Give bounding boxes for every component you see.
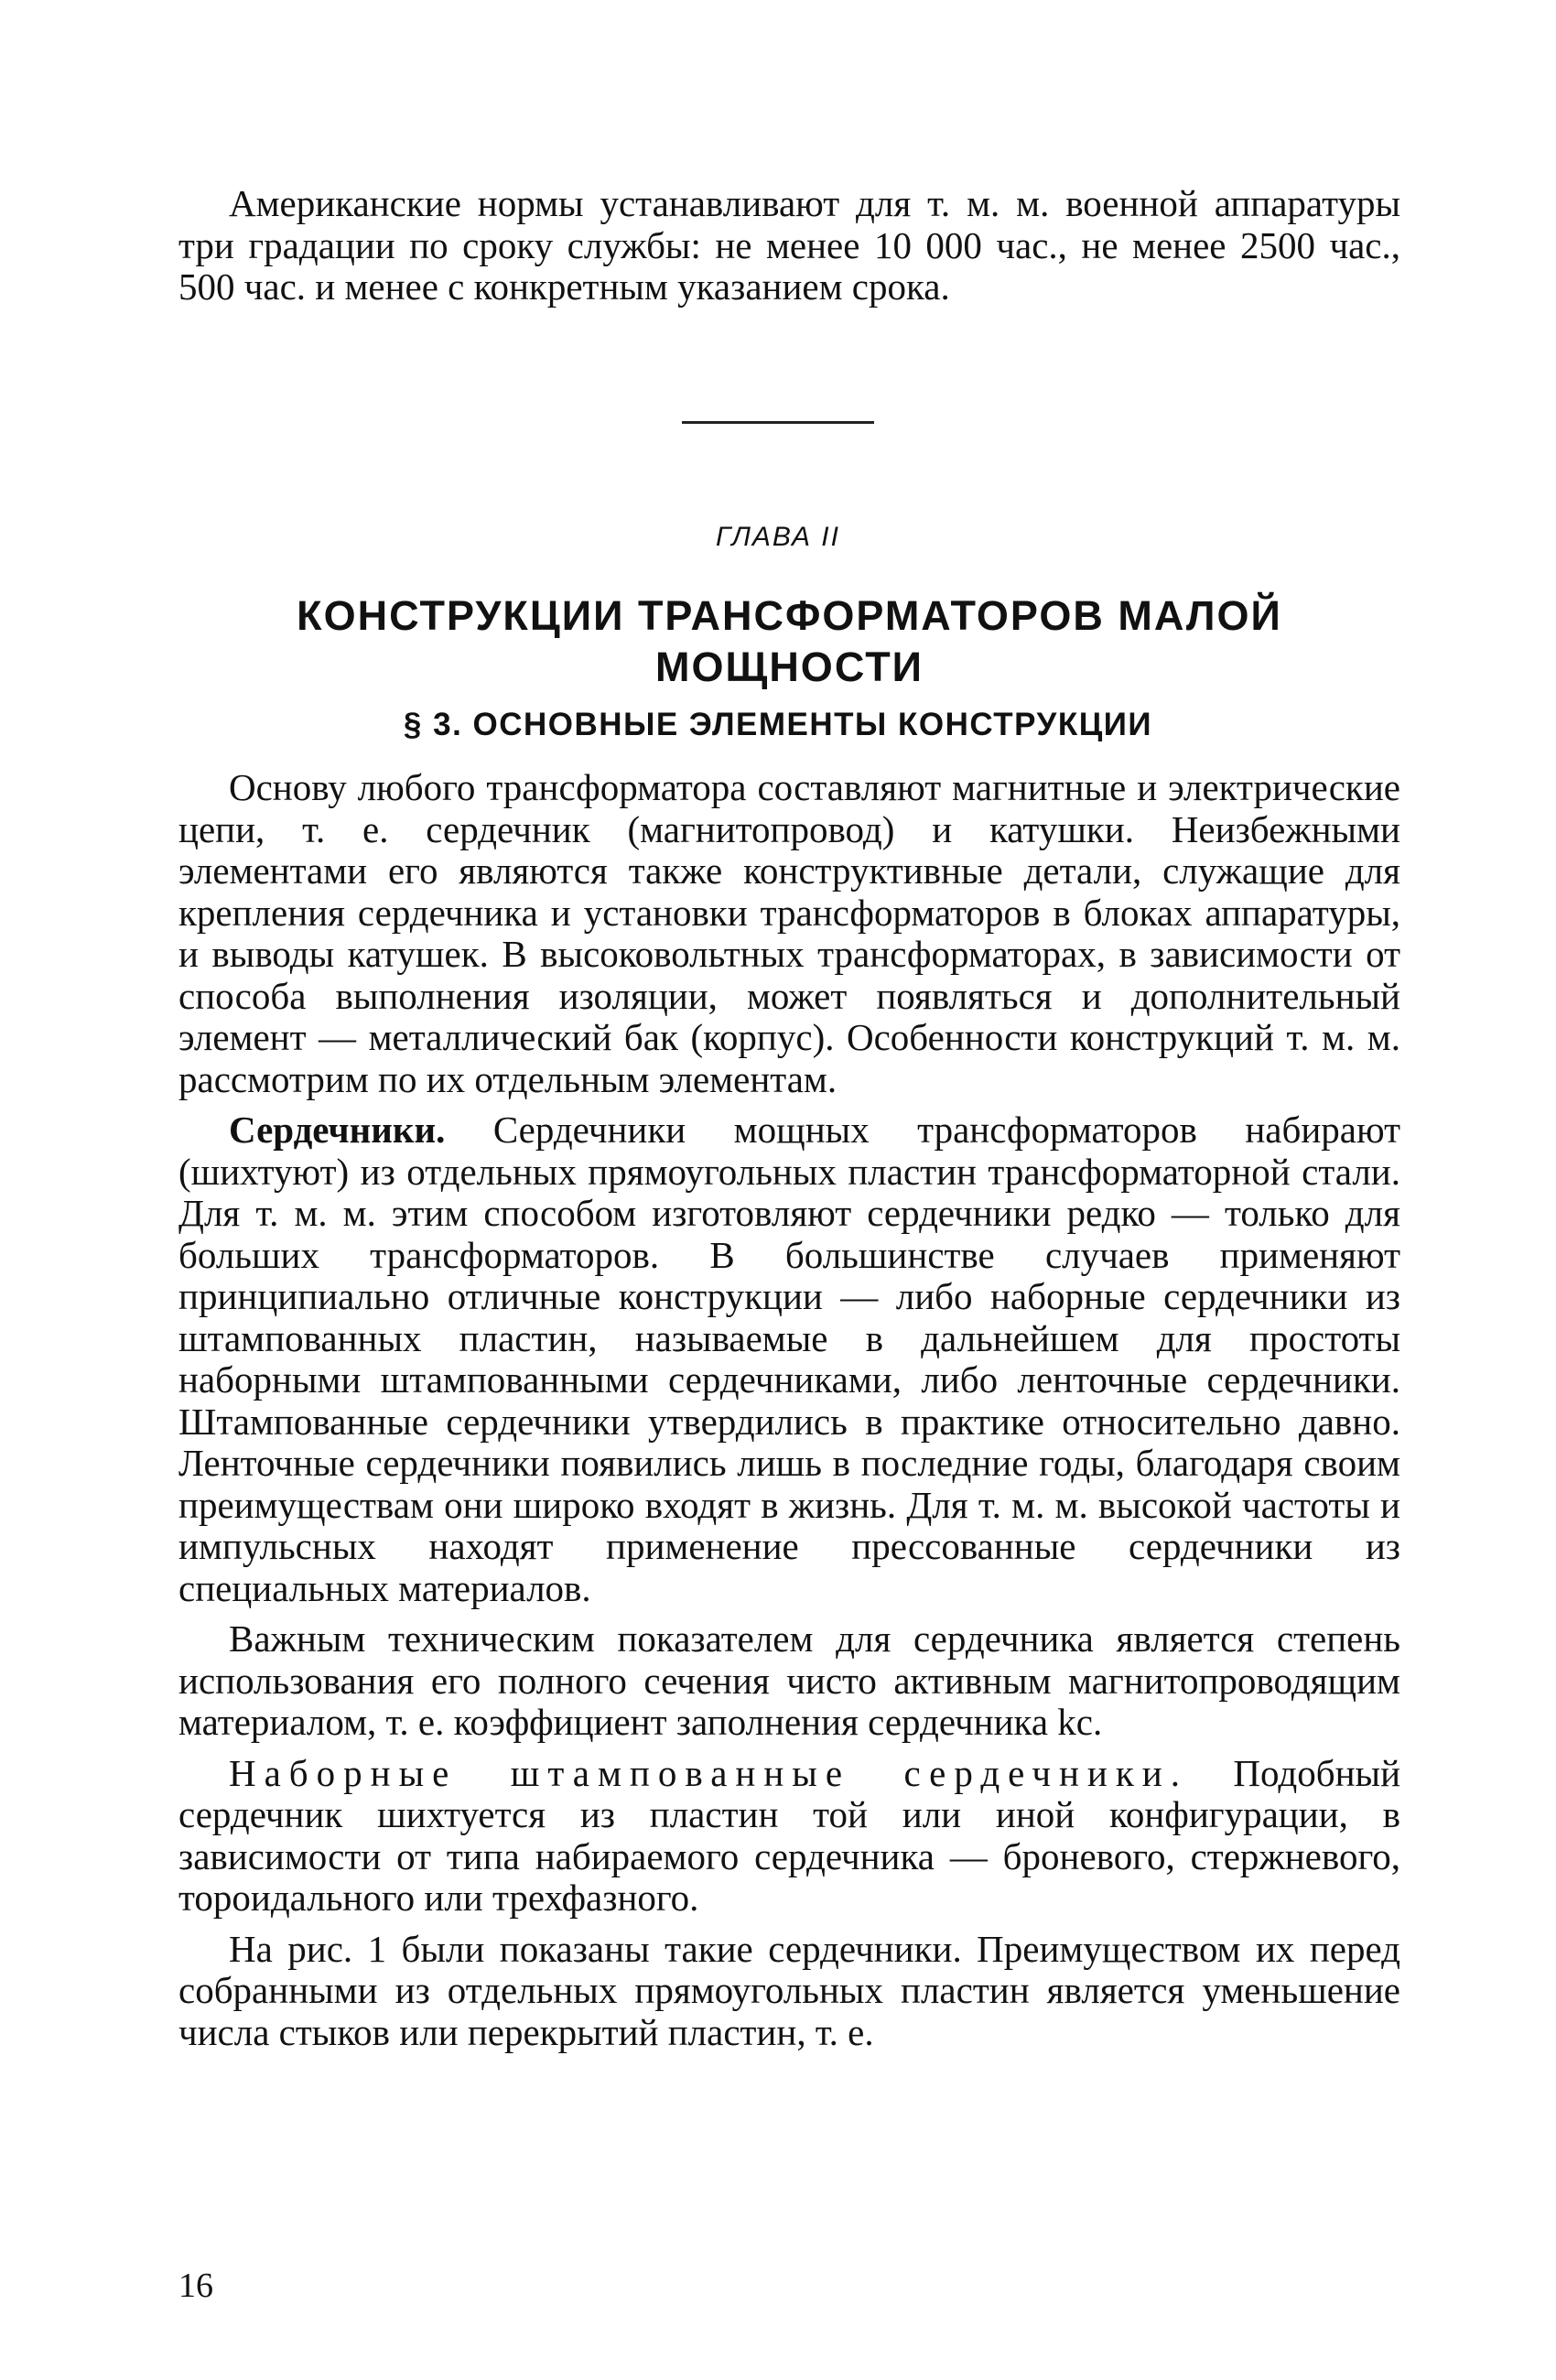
chapter-title: КОНСТРУКЦИИ ТРАНСФОРМАТОРОВ МАЛОЙ МОЩНОСТИ: [297, 592, 1282, 690]
paragraph-5: На рис. 1 были показаны такие сердечники. Преимуществом их перед собранными из отдельных прямоугольных пластин является уменьшение числа стыков или перекрытий пластин, т. е.: [178, 1927, 1400, 2053]
paragraph-4: [178, 1753, 1400, 1920]
intro-paragraph: Американские нормы устанавливают для т. м. м. военной аппаратуры три градации по сроку службы: не менее 10 000 час., не менее 2500 час., 500 час. и менее с конкретным указанием срока.: [178, 182, 1400, 308]
section-heading: § 3. ОСНОВНЫЕ ЭЛЕМЕНТЫ КОНСТРУКЦИИ: [403, 707, 1153, 742]
section-divider: [682, 421, 874, 424]
run-in-heading-stamped-cores: Наборные штампованные сердечники.: [229, 1751, 1188, 1794]
paragraph-3-text: Важным техническим показателем для сердечника является степень использования его полного сечения чисто активным магнитопроводящим материалом, т. е. коэффициент заполнения сердечника: [178, 1617, 1400, 1743]
paragraph-2-text: Сердечники мощных трансформаторов набирают (шихтуют) из отдельных прямоугольных пластин трансформаторной стали. Для т. м. м. этим способом изготовляют сердечники редко — только для больших трансформаторов. В большинстве случаев применяют принципиально отличные конструкции — либо наборные сердечники из штампованных пластин, называемые в дальнейшем для простоты наборными штампованными сердечниками, либо ленточные сердечники. Штампованные сердечники утвердились в практике относительно давно. Ленточные сердечники появились лишь в последние годы, благодаря своим преимуществам они широко входят в жизнь. Для т. м. м. высокой частоты и импульсных находят применение прессованные сердечники из специальных материалов.: [178, 1109, 1400, 1609]
paragraph-2: [178, 1109, 1400, 1609]
fill-factor-symbol: kс: [1057, 1701, 1093, 1743]
chapter-label: ГЛАВА II: [716, 522, 840, 552]
intro-paragraph-block: [178, 183, 1400, 308]
paragraph-3-end: .: [1092, 1701, 1103, 1743]
paragraph-1: Основу любого трансформатора составляют магнитные и электрические цепи, т. е. сердечник (магнитопровод) и катушки. Неизбежными элементами его являются также конструктивные детали, служащие для крепления сердечника и установки трансформаторов в блоках аппаратуры, и выводы катушек. В высоковольтных трансформаторах, в зависимости от способа выполнения изоляции, может появляться и дополнительный элемент — металлический бак (корпус). Особенности конструкций т. м. м. рассмотрим по их отдельным элементам.: [178, 766, 1400, 1100]
paragraph-3: [178, 1618, 1400, 1744]
body-text: [178, 767, 1400, 2053]
paragraph-4-text: Подобный сердечник шихтуется из пластин той или иной конфигурации, в зависимости от типа набираемого сердечника — броневого, стержневого, тороидального или трехфазного.: [178, 1751, 1401, 1919]
page-number: 16: [178, 2266, 213, 2305]
run-in-heading-cores: Сердечники.: [229, 1109, 446, 1151]
